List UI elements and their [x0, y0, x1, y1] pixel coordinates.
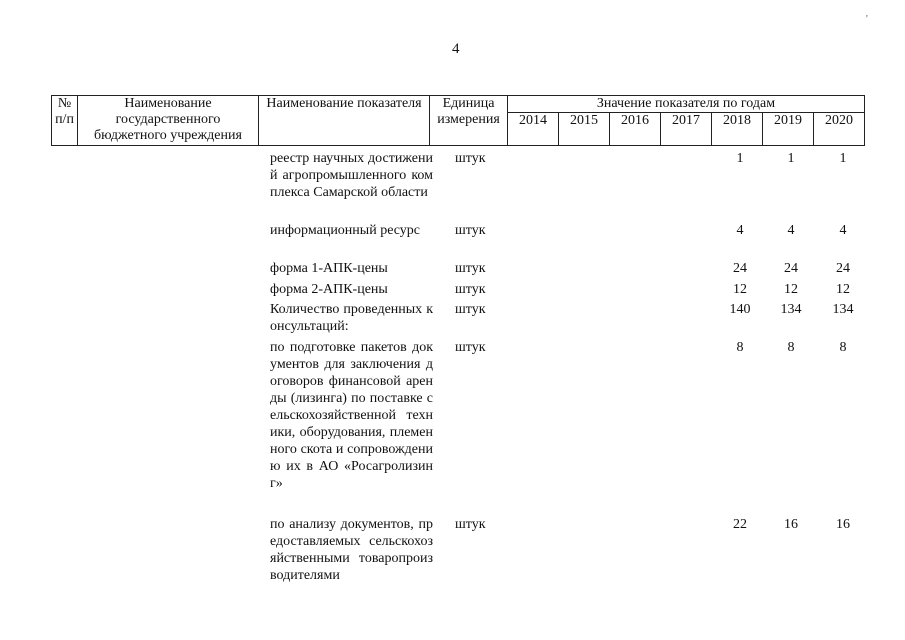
table-header: [51, 95, 865, 146]
row-indicator: реестр научных достижений агропромышленного комплекса Самарской области: [270, 151, 433, 200]
row-unit: штук: [455, 261, 486, 276]
header-values-by-year: Значение показателя по годам: [508, 96, 865, 113]
row-value-2020: 8: [839, 340, 847, 355]
row-value-2019: 16: [784, 517, 798, 532]
row-value-2019: 8: [787, 340, 795, 355]
row-value-2020: 1: [839, 151, 847, 166]
row-value-2020: 134: [832, 302, 854, 317]
header-indicator-name: Наименование показателя: [259, 96, 430, 146]
row-value-2018: 1: [736, 151, 744, 166]
row-value-2018: 24: [733, 261, 747, 276]
row-unit: штук: [455, 517, 486, 532]
header-no: № п/п: [52, 96, 78, 146]
row-indicator: форма 2-АПК-цены: [270, 282, 388, 297]
row-unit: штук: [455, 302, 486, 317]
header-year: 2014: [508, 113, 559, 146]
row-indicator: Количество проведенных консультаций:: [270, 302, 433, 334]
row-value-2019: 134: [780, 302, 802, 317]
row-value-2020: 16: [836, 517, 850, 532]
row-value-2019: 1: [787, 151, 795, 166]
row-indicator: форма 1-АПК-цены: [270, 261, 388, 276]
row-value-2018: 22: [733, 517, 747, 532]
header-year: 2015: [559, 113, 610, 146]
header-unit: Единица измерения: [430, 96, 508, 146]
row-value-2018: 12: [733, 282, 747, 297]
page-number: 4: [452, 41, 460, 57]
row-indicator: по подготовке пакетов документов для заключения договоров финансовой аренды (лизинга) по поставке сельскохозяйственной техники, оборудования, племенного скота и сопровождению их в АО «Росагролизинг»: [270, 340, 433, 491]
corner-mark: ': [866, 14, 868, 25]
header-institution-name: Наименование государственного бюджетного учреждения: [78, 96, 259, 146]
row-value-2020: 12: [836, 282, 850, 297]
row-value-2018: 140: [729, 302, 751, 317]
row-unit: штук: [455, 151, 486, 166]
row-indicator: информационный ресурс: [270, 223, 420, 238]
row-indicator: по анализу документов, предоставляемых сельскохозяйственными товаропроизводителями: [270, 517, 433, 583]
header-year: 2018: [712, 113, 763, 146]
row-unit: штук: [455, 282, 486, 297]
row-value-2020: 24: [836, 261, 850, 276]
row-value-2019: 24: [784, 261, 798, 276]
header-year: 2020: [814, 113, 865, 146]
row-value-2020: 4: [839, 223, 847, 238]
row-value-2018: 8: [736, 340, 744, 355]
row-value-2019: 4: [787, 223, 795, 238]
row-value-2019: 12: [784, 282, 798, 297]
header-year: 2017: [661, 113, 712, 146]
row-unit: штук: [455, 340, 486, 355]
row-value-2018: 4: [736, 223, 744, 238]
header-year: 2016: [610, 113, 661, 146]
row-unit: штук: [455, 223, 486, 238]
header-year: 2019: [763, 113, 814, 146]
